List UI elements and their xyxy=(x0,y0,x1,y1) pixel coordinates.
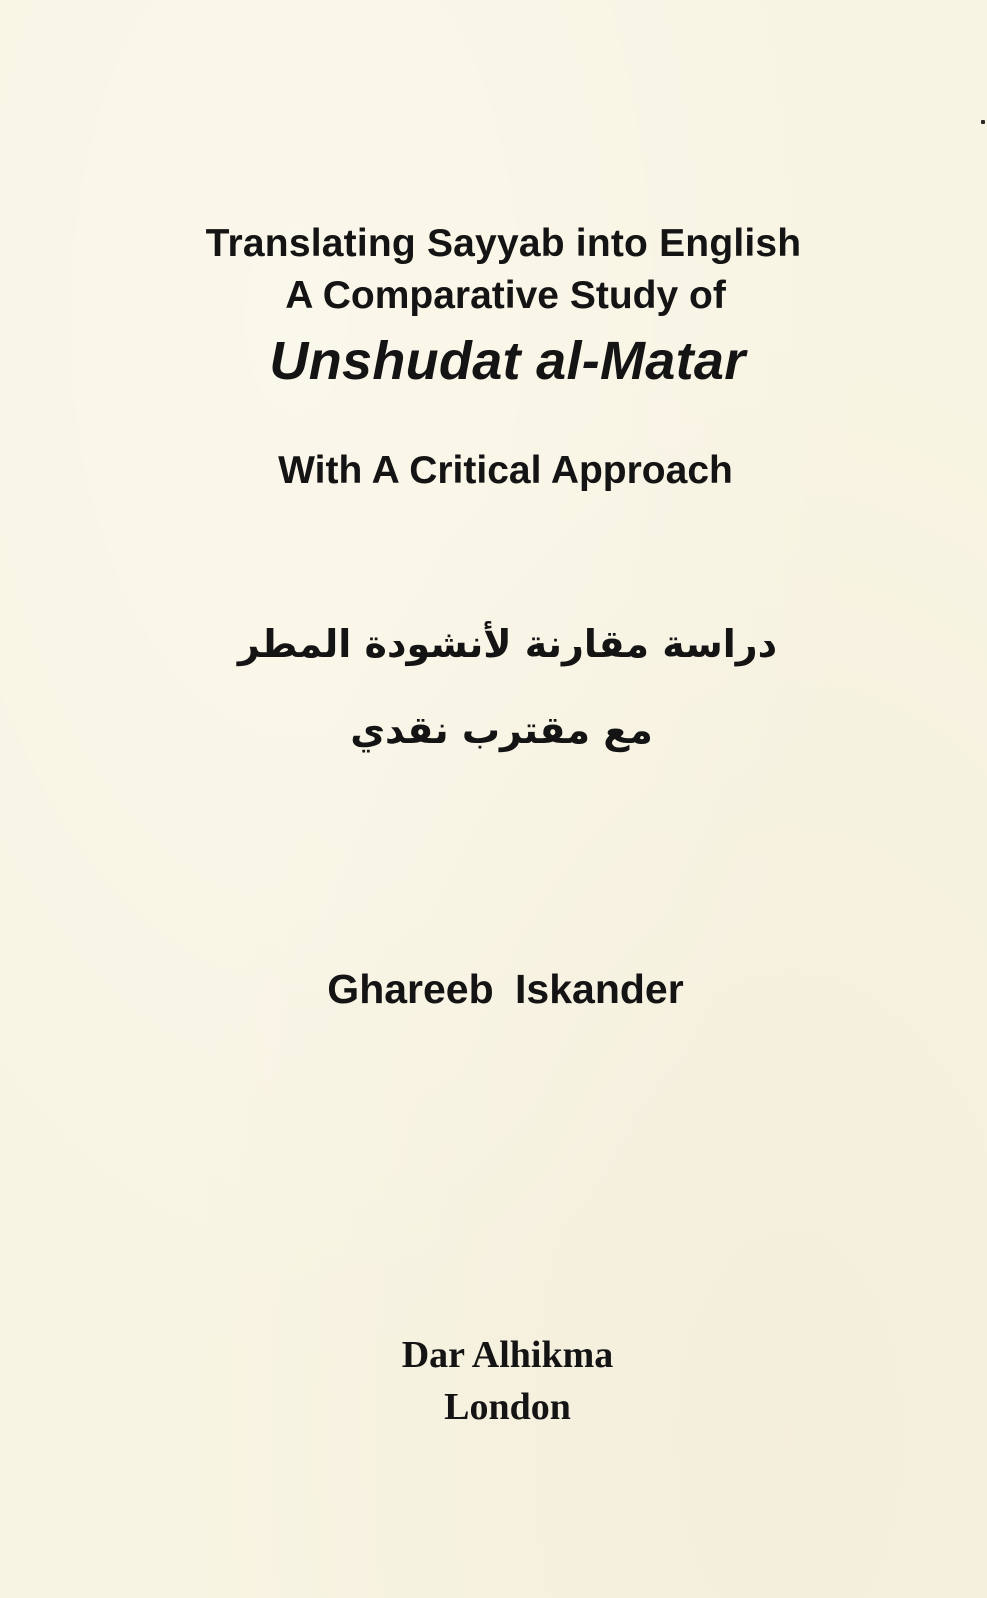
book-title-line-2: A Comparative Study of xyxy=(285,274,726,317)
author-name: Ghareeb Iskander xyxy=(327,966,684,1012)
arabic-title-line-1: دراسة مقارنة لأنشودة المطر xyxy=(237,622,778,666)
publisher-city: London xyxy=(444,1386,571,1428)
book-title-line-3: Unshudat al-Matar xyxy=(269,331,746,391)
ink-speck xyxy=(981,120,985,124)
book-subtitle: With A Critical Approach xyxy=(278,449,733,492)
book-title-line-1: Translating Sayyab into English xyxy=(205,222,802,265)
publisher-name: Dar Alhikma xyxy=(401,1334,614,1376)
arabic-title-line-2: مع مقترب نقدي xyxy=(350,708,653,752)
